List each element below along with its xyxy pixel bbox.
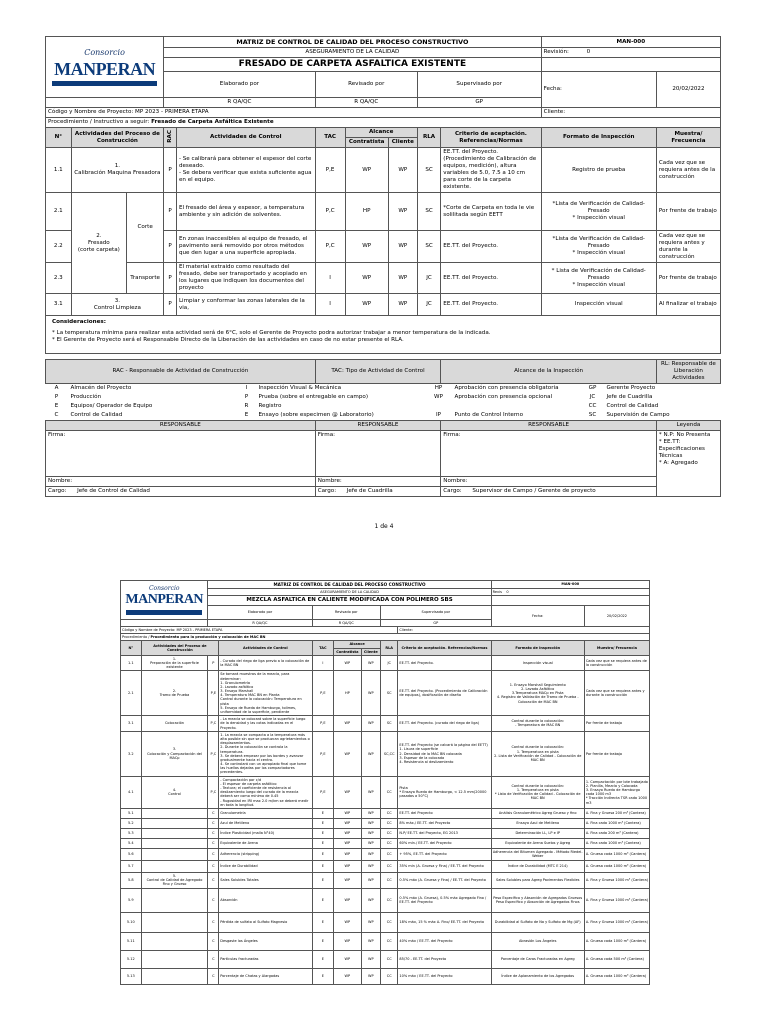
- table-row: 2.3 Transporte P El material extraido como resultado del fresado, debe ser transportado y acopiado en los lugares que indiquen los documentos del proyecto I WP WP JC EE.TT. del Proyecto. * Lista de Verificación de Calidad- Fresado * Inspección visual Por frente de trabajo: [46, 263, 721, 294]
- table-row: 2.1 2. Fresado (corte carpeta) Corte P El fresado del área y espesor, a temperatura ambiente y sin adición de solventes. P,C HP WP SC *Corte de Carpeta en toda le vie solilitada según EETT *Lista de Verificación de Calidad- Fresado * Inspección visual Por frente de trabajo: [46, 193, 721, 231]
- table-row: 5.7 C Índice de Durabilidad E WP WP CC 35% mín (A. Gruesa y Fina) / EE.TT. del Proyecto Índice de Durabilidad (MTC E 214) A. Gruesa cada 1000 m³ (Cantera): [121, 860, 650, 872]
- col-contratista: Contratista: [345, 138, 388, 148]
- responsable-header-2: RESPONSABLE: [315, 420, 441, 430]
- table-row: 3.2 3. Colocación y Compactación del MACp P,C 1. La mezcla se compacta a la temperatura más alta posible sin que se produzcan agrietamientos o desplazamientos. 2. Durante la colocación se controla la temperatura. 3. Se deberá empezar por los bordes y avanzar gradualmente hacia el centro. 4. Se controlará con un apropiado final que tome las huellas dejadas por los compactadores precedentes. P,E WP WP SC,CC EE.TT. del Proyecto (se calcará la página del EETT) 1. Lisura de superficie 2. Densidad de la MAC BN colocada 3. Espesor de la colocada 4. Resistencia al deslizamiento Control durante la colocación: 1. Temperatura en pista 2. Lista de Verificación de Calidad - Colocación de MAC BN Por frente de trabajo: [121, 731, 650, 776]
- table-row: 2.1 2. Tramo de Prueba P,E Se tomará muestras de la mezcla, para determinar: 1. Granulometría 2. Lavado asfáltico 3. Ensayo Marshall 4. Temperatura MAC BN en Planta Control durante la colocación: Temperatura en pista 5. Ensayo de Rueda de Hamburgo, tolimes, uniformidad de la superficie, pendiente P,E HP WP SC EE.TT. del Proyecto. (Procedimiento de Calibración de equipos), dosificación de diseño 1. Ensayo Marshall Seguimiento 2. Lavado Asfáltico 3.Temperatura MACp en Pista 4. Registro de Validación de Tramo de Prueba - Colocación de MAC BN Cada vez que se requiera antes y durante la construcción: [121, 671, 650, 716]
- legend-table: A Almacén del Proyecto I Inspección Visual & Mecánica HP Aprobación con presencia obligatoria GP Gerente Proyecto P Producción P Prueba (sobre el entregable en campo) WP Aprobación con presencia opcional JC Jefe de Cuadrilla E Equipos/ Operador de Equipo R Registro CC Control de Calidad C Control de Calidad E Ensayo (sobre especimen @ Laboratorio) IP Punto de Control Interno SC Supervisión de Campo: [54, 384, 670, 418]
- table-row: 1.1 1. Calibración Maquina Fresadora P - Se calibrará para obtener el espesor del corte deseado. - Se debera verificar que exista suficiente agua en el equipo. P,E WP WP SC EE.TT. del Proyecto. (Procedimiento de Calibración de equipos, medición), altura variables de 5.0, 7.5 a 10 cm para corte de la carpeta existente. Registro de prueba Cada vez que se requiera antes de la construcción: [46, 148, 721, 193]
- company-logo-2: Consorcio MANPERAN: [121, 581, 208, 620]
- col-formato: Formato de Inspección: [541, 128, 656, 148]
- table-row: 5.3 C Índice Plasticidad (malla N°40) E WP WP CC N.P/ EE.TT. del Proyecto, EG 2013 Determinación LL, LP e IP A. Fina cada 200 m³ (Cantera): [121, 828, 650, 838]
- col-n: N°: [46, 128, 72, 148]
- client-label: Cliente:: [541, 108, 720, 118]
- elaborado-value: R QA/QC: [164, 98, 316, 108]
- legend-rl-header: RL: Responsable de Liberación Actividades: [656, 360, 720, 384]
- fecha-label: Fecha:: [541, 72, 656, 108]
- table-row: 5.8 5. Control de Calidad de Agregado Fino y Grueso C Sales Solubles Totales E WP WP CC 0.5% máx (A. Gruesa y Fina) / EE.TT. del Proyecto Sales Solubles para Agreg Pavimentos Flexibles A. Fina y Gruesa 1000 m³ (Cantera): [121, 872, 650, 888]
- col-actividades-proceso: Actividades del Proceso de Construcción: [71, 128, 164, 148]
- signature-field-3: Firma:: [441, 430, 657, 476]
- quality-matrix-mac: Consorcio MANPERAN MATRIZ DE CONTROL DE CALIDAD DEL PROCESO CONSTRUCTIVO MAN-000 ASEGURAMIENTO DE LA CALIDAD Revis 0 MEZCLA ASFALTICA EN CALIENTE MODIFICADA CON POLIMERO SBS Elaborado por Revisado por Supervisado por Fecha: 20/02/2022 R QA/QC R QA/QC GP Código y Nombre de Proyecto: MP 2023 - PRIMERA ETAPA Cliente: Procedimiento / Procedimiento para la producción y colocación de MAC BN N° Actividades del Proceso de Construcción Actividades de Control TAC Alcance RLA Criterio de aceptación. Referencias/Normas Formato de Inspección Muestra/ Frecuencia Contratista Cliente 1.1 1. Preparación de la superficie existente P - Curado del riego de liga previo a la colocación de la MAC BN I WP WP JC EE.TT. del Proyecto. Inspección visual Cada vez que se requiera antes de la construcción 2.1 2. Tramo de Prueba P,E Se tomará muestras de la mezcla, para determinar: 1. Granulometría 2. Lavado asfáltico 3. Ensayo Marshall 4. Temperatura MAC BN en Planta Control durante la colocación: Temperatura en pista 5. Ensayo de Rueda de Hamburgo, tolimes, uniformidad de la superficie, pendiente P,E HP WP SC EE.TT. del Proyecto. (Procedimiento de Calibración de equipos), dosificación de diseño 1. Ensayo Marshall Seguimiento 2. Lavado Asfáltico 3.Temperatura MACp en Pista 4. Registro de Validación de Tramo de Prueba - Colocación de MAC BN Cada vez que se requiera antes y durante la construcción 3.1 Colocación P,C - La mezcla se colocará sobre la superficie luego de la densidad y las cotas indicadas en el Proyecto. P,E WP WP SC EE.TT. del Proyecto. (curado del riego de liga) Control durante la colocación: - Temperatura de MAC BN Por frente de trabajo 3.2 3. Colocación y Compactación del MACp P,C 1. La mezcla se compacta a la temperatura más alta posible sin que se produzcan agrietamientos o desplazamientos. 2. Durante la colocación se controla la temperatura. 3. Se deberá empezar por los bordes y avanzar gradualmente hacia el centro. 4. Se controlará con un apropiado final que tome las huellas dejadas por los compactadores precedentes. P,E WP WP SC,CC EE.TT. del Proyecto (se calcará la página del EETT) 1. Lisura de superficie 2. Densidad de la MAC BN colocada 3. Espesor de la colocada 4. Resistencia al deslizamiento Control durante la colocación: 1. Temperatura en pista 2. Lista de Verificación de Calidad - Colocación de MAC BN Por frente de trabajo 4.1 4. Control P,C - Compactación por c/d - El espesor de carpeta asfáltico - Textura; el coeficiente de resistencia al deslizamiento luego del curado de la mezcla deberá ser como mínimo de 0.45 - Rugosidad en IRI max 2.0 m/km se deberá medir en toda la longitud. P,E WP WP CC Pista * Ensayo Rueda de Hamburgo, < 12.5 mm(20000 pasadas a 50°C) Control durante la colocación: 1. Temperatura en pista * Lista de Verificación de Calidad - Colocación de MAC BN 1. Compactación por lote trabajado 2. Planilla, Mezcla y Colocada 3. Ensayo Rueda de Hamburgo cada 1000 m3 * Tracción Indirecta TSR cada 1000 m3 5.1 C Granulometría E WP WP CC EE.TT. del Proyecto Análisis Granulométrico Agreg Grueso y fino A. Fina y Gruesa 200 m³ (Cantera) 5.2 C Azul de Metileno E WP WP CC 8% máx./ EE.TT. del Proyecto Ensayo Azul de Metileno A. Fina cada 1000 m³ (Cantera) 5.3 C Índice Plasticidad (malla N°40) E WP WP CC N.P/ EE.TT. del Proyecto, EG 2013 Determinación LL, LP e IP A. Fina cada 200 m³ (Cantera) 5.4 C Equivalente de Arena E WP WP CC 60% mín./ EE.TT. del Proyecto Equivalente de Arena Suelos y Agreg A. Fina cada 1000 m³ (Cantera) 5.6 C Adherencia (stripping) E WP WP CC + 95%, EE.TT. del Proyecto Adherencia del Bitumen Agregado - Método Riedel-Weber A. Gruesa cada 1000 m³ (Cantera) 5.7 C Índice de Durabilidad E WP WP CC 35% mín (A. Gruesa y Fina) / EE.TT. del Proyecto Índice de Durabilidad (MTC E 214) A. Gruesa cada 1000 m³ (Cantera) 5.8 5. Control de Calidad de Agregado Fino y Grueso C Sales Solubles Totales E WP WP CC 0.5% máx (A. Gruesa y Fina) / EE.TT. del Proyecto Sales Solubles para Agreg Pavimentos Flexibles A. Fina y Gruesa 1000 m³ (Cantera) 5.9 C Absorción E WP WP CC 0.5% máx (A. Gruesa), 0.5% máx Agregado Fino / EE.TT. del Proyecto Peso Específico y Absorción de Agregados Gruesos Peso Específico y Absorción de Agregados Finos A. Fina y Gruesa 1000 m³ (Cantera) 5.10 C Pérdida de sulfato al Sulfato Magnesio E WP WP CC 18% máx, 15 % máx A. Fino/ EE.TT. del Proyecto Durabilidad al Sulfato de Na y Sulfato de Mg (AF) A. Fina y Gruesa 1000 m³ (Cantera) 5.11 C Desgaste los Ángeles E WP WP CC 40% máx / EE.TT. del Proyecto Abrasión Los Ángeles A. Gruesa cada 1000 m³ (Cantera) 5.12 C Partículas fracturadas E WP WP CC 85/70 - EE.TT. del Proyecto Porcentaje de Caras Fracturadas en Agreg A. Gruesa cada 500 m³ (Cantera) 5.13 C Porcentaje de Chatas y Alargadas E WP WP CC 10% máx / EE.TT. del Proyecto Índice de Aplanamiento de los Agregados A. Gruesa cada 1000 m³ (Cantera): [120, 580, 650, 985]
- document-code: MAN-000: [541, 37, 720, 48]
- responsable-header-3: RESPONSABLE: [441, 420, 657, 430]
- company-logo: Consorcio MANPERAN: [46, 37, 164, 98]
- table-row: 5.4 C Equivalente de Arena E WP WP CC 60% mín./ EE.TT. del Proyecto Equivalente de Arena Suelos y Agreg A. Fina cada 1000 m³ (Cantera): [121, 838, 650, 848]
- table-row: 5.6 C Adherencia (stripping) E WP WP CC + 95%, EE.TT. del Proyecto Adherencia del Bitumen Agregado - Método Riedel-Weber A. Gruesa cada 1000 m³ (Cantera): [121, 848, 650, 860]
- project-name: Código y Nombre de Proyecto: MP 2023 - PRIMERA ETAPA: [46, 108, 542, 118]
- col-criterio: Criterio de aceptación. Referencias/Normas: [441, 128, 541, 148]
- supervisado-value: GP: [417, 98, 541, 108]
- revisado-value: R QA/QC: [315, 98, 417, 108]
- table-row: 2.2 P En zonas inaccesibles al equipo de fresado, el pavimento será removido por otros métodos que den lugar a una superficie apropiada. P,C WP WP SC EE.TT. del Proyecto. *Lista de Verificación de Calidad- Fresado * Inspección visual Cada vez que se requiera antes y durante la construcción: [46, 231, 721, 263]
- quality-matrix-fresado: Consorcio MANPERAN MATRIZ DE CONTROL DE CALIDAD DEL PROCESO CONSTRUCTIVO MAN-000 ASEGURAMIENTO DE LA CALIDAD Revisión: 0 FRESADO DE CARPETA ASFALTICA EXISTENTE Elaborado por Revisado por Supervisado por Fecha: 20/02/2022 R QA/QC R QA/QC GP Código y Nombre de Proyecto: MP 2023 - PRIMERA ETAPA Cliente: Procedimiento / Instructivo a seguir: Fresado de Carpeta Asfáltica Existente N° Actividades del Proceso de Construcción RAC Actividades de Control TAC Alcance RLA Criterio de aceptación. Referencias/Normas Formato de Inspección Muestra/ Frecuencia Contratista Cliente 1.1 1. Calibración Maquina Fresadora P - Se calibrará para obtener el espesor del corte deseado. - Se debera verificar que exista suficiente agua en el equipo. P,E WP WP SC EE.TT. del Proyecto. (Procedimiento de Calibración de equipos, medición), altura variables de 5.0, 7.5 a 10 cm para corte de la carpeta existente. Registro de prueba Cada vez que se requiera antes de la construcción 2.1 2. Fresado (corte carpeta) Corte P El fresado del área y espesor, a temperatura ambiente y sin adición de solventes. P,C HP WP SC *Corte de Carpeta en toda le vie solilitada según EETT *Lista de Verificación de Calidad- Fresado * Inspección visual Por frente de trabajo 2.2 P En zonas inaccesibles al equipo de fresado, el pavimento será removido por otros métodos que den lugar a una superficie apropiada. P,C WP WP SC EE.TT. del Proyecto. *Lista de Verificación de Calidad- Fresado * Inspección visual Cada vez que se requiera antes y durante la construcción 2.3 Transporte P El material extraido como resultado del fresado, debe ser transportado y acopiado en los lugares que indiquen los documentos del proyecto I WP WP JC EE.TT. del Proyecto. * Lista de Verificación de Calidad- Fresado * Inspección visual Por frente de trabajo 3.1 3. Control Limpieza P Limpiar y conformar las zonas laterales de la via, I WP WP JC EE.TT. del Proyecto. Inspección visual Al finalizar el trabajo Consideraciones: * La temperatura mínima para realizar esta actividad será de 6°C, solo el Gerente de Proyecto podra autorizar trabajar a menor temperatura de la indicada. * El Gerente de Proyecto será el Responsable Directo de la Liberación de las actividades en caso de no estar presente el RLA. RAC - Responsable de Actividad de Construcción TAC: Tipo de Actividad de Control Alcance de la Inspección RL: Responsable de Liberación Actividades A Almacén del Proyecto I Inspección Visual & Mecánica HP Aprobación con presencia obligatoria GP Gerente Proyecto P Producción P Prueba (sobre el entregable en campo) WP Aprobación con presencia opcional JC Jefe de Cuadrilla E Equipos/ Operador de Equipo R Registro CC Control de Calidad C Control de Calidad E Ensayo (sobre especimen @ Laboratorio) IP Punto de Control Interno SC Supervisión de Campo RESPONSABLE RESPONSABLE RESPONSABLE Leyenda Firma: Firma: Firma: * N.P: No Presenta * EE.TT: Especificaciones Técnicas * A: Agregado Nombre: Nombre: Nombre: Cargo: Jefe de Control de Calidad Cargo: Jefe de Cuadrilla Cargo: Supervisor de Campo / Gerente de proyecto: [45, 36, 721, 497]
- revisado-label: Revisado por: [315, 72, 417, 98]
- legend-alcance-header: Alcance de la Inspección: [441, 360, 657, 384]
- process-title-2: MEZCLA ASFALTICA EN CALIENTE MODIFICADA CON POLIMERO SBS: [208, 596, 491, 606]
- table-row: 4.1 4. Control P,C - Compactación por c/d - El espesor de carpeta asfáltico - Textura; el coeficiente de resistencia al deslizamiento luego del curado de la mezcla deberá ser como mínimo de 0.45 - Rugosidad en IRI max 2.0 m/km se deberá medir en toda la longitud. P,E WP WP CC Pista * Ensayo Rueda de Hamburgo, < 12.5 mm(20000 pasadas a 50°C) Control durante la colocación: 1. Temperatura en pista * Lista de Verificación de Calidad - Colocación de MAC BN 1. Compactación por lote trabajado 2. Planilla, Mezcla y Colocada 3. Ensayo Rueda de Hamburgo cada 1000 m3 * Tracción Indirecta TSR cada 1000 m3: [121, 776, 650, 808]
- legend-rac-header: RAC - Responsable de Actividad de Construcción: [46, 360, 316, 384]
- col-actividades-control: Actividades de Control: [176, 128, 315, 148]
- leyenda-text: * N.P: No Presenta * EE.TT: Especificaciones Técnicas * A: Agregado: [656, 430, 720, 496]
- col-rac: RAC: [164, 128, 177, 148]
- leyenda-header: Leyenda: [656, 420, 720, 430]
- elaborado-label: Elaborado por: [164, 72, 316, 98]
- signature-field-1: Firma:: [46, 430, 316, 476]
- process-title: FRESADO DE CARPETA ASFALTICA EXISTENTE: [164, 57, 541, 71]
- col-muestra: Muestra/ Frecuencia: [656, 128, 720, 148]
- table-row: 5.13 C Porcentaje de Chatas y Alargadas E WP WP CC 10% máx / EE.TT. del Proyecto Índice de Aplanamiento de los Agregados A. Gruesa cada 1000 m³ (Cantera): [121, 968, 650, 984]
- table-row: 5.11 C Desgaste los Ángeles E WP WP CC 40% máx / EE.TT. del Proyecto Abrasión Los Ángeles A. Gruesa cada 1000 m³ (Cantera): [121, 932, 650, 950]
- considerations: Consideraciones: * La temperatura mínima para realizar esta actividad será de 6°C, solo el Gerente de Proyecto podra autorizar trabajar a menor temperatura de la indicada. * El Gerente de Proyecto será el Responsable Directo de la Liberación de las actividades en caso de no estar presente el RLA.: [46, 316, 721, 354]
- procedure-line: Procedimiento / Instructivo a seguir: Fresado de Carpeta Asfáltica Existente: [46, 118, 721, 128]
- matrix-title: MATRIZ DE CONTROL DE CALIDAD DEL PROCESO CONSTRUCTIVO: [164, 37, 541, 48]
- col-alcance: Alcance: [345, 128, 417, 138]
- col-cliente: Cliente: [388, 138, 417, 148]
- table-row: 5.2 C Azul de Metileno E WP WP CC 8% máx./ EE.TT. del Proyecto Ensayo Azul de Metileno A. Fina cada 1000 m³ (Cantera): [121, 818, 650, 828]
- table-row: 3.1 3. Control Limpieza P Limpiar y conformar las zonas laterales de la via, I WP WP JC EE.TT. del Proyecto. Inspección visual Al finalizar el trabajo: [46, 294, 721, 316]
- signature-field-2: Firma:: [315, 430, 441, 476]
- fecha-value: 20/02/2022: [656, 72, 720, 108]
- page-number: 1 de 4: [374, 523, 394, 530]
- table-row: 5.9 C Absorción E WP WP CC 0.5% máx (A. Gruesa), 0.5% máx Agregado Fino / EE.TT. del Proyecto Peso Específico y Absorción de Agregados Gruesos Peso Específico y Absorción de Agregados Finos A. Fina y Gruesa 1000 m³ (Cantera): [121, 888, 650, 912]
- table-row: 5.1 C Granulometría E WP WP CC EE.TT. del Proyecto Análisis Granulométrico Agreg Grueso y fino A. Fina y Gruesa 200 m³ (Cantera): [121, 808, 650, 818]
- col-rla: RLA: [417, 128, 440, 148]
- table-row: 3.1 Colocación P,C - La mezcla se colocará sobre la superficie luego de la densidad y las cotas indicadas en el Proyecto. P,E WP WP SC EE.TT. del Proyecto. (curado del riego de liga) Control durante la colocación: - Temperatura de MAC BN Por frente de trabajo: [121, 716, 650, 732]
- table-row: 5.10 C Pérdida de sulfato al Sulfato Magnesio E WP WP CC 18% máx, 15 % máx A. Fino/ EE.TT. del Proyecto Durabilidad al Sulfato de Na y Sulfato de Mg (AF) A. Fina y Gruesa 1000 m³ (Cantera): [121, 912, 650, 932]
- responsable-header-1: RESPONSABLE: [46, 420, 316, 430]
- assurance-title: ASEGURAMIENTO DE LA CALIDAD: [164, 48, 541, 58]
- table-row: 1.1 1. Preparación de la superficie existente P - Curado del riego de liga previo a la colocación de la MAC BN I WP WP JC EE.TT. del Proyecto. Inspección visual Cada vez que se requiera antes de la construcción: [121, 655, 650, 671]
- table-row: 5.12 C Partículas fracturadas E WP WP CC 85/70 - EE.TT. del Proyecto Porcentaje de Caras Fracturadas en Agreg A. Gruesa cada 500 m³ (Cantera): [121, 950, 650, 968]
- col-tac: TAC: [315, 128, 345, 148]
- supervisado-label: Supervisado por: [417, 72, 541, 98]
- revision-cell: Revisión: 0: [541, 48, 720, 58]
